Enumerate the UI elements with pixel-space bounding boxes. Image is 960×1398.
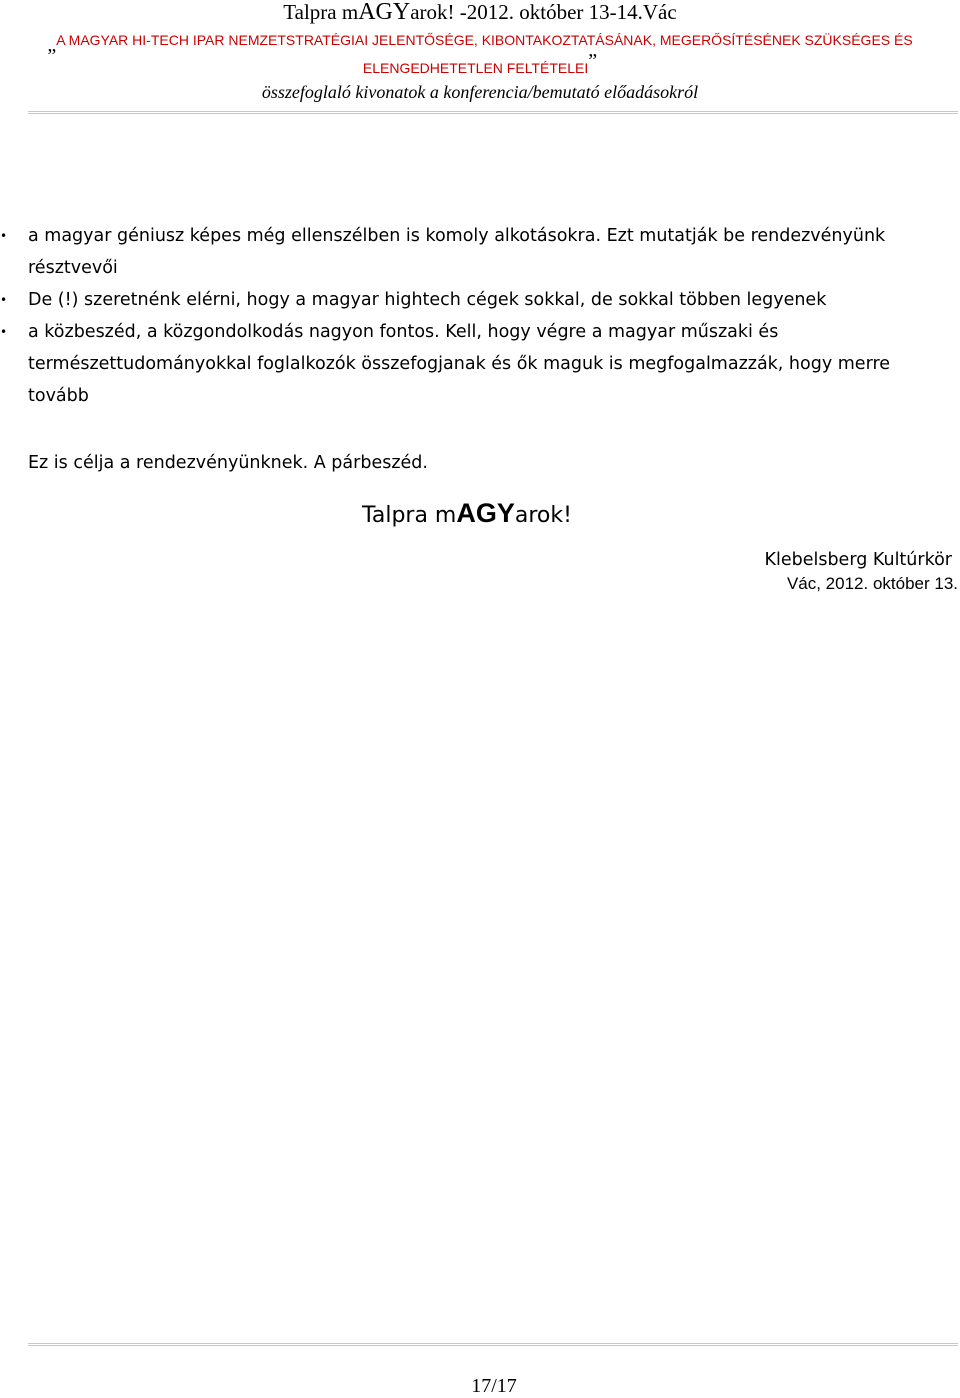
header-title-part2: arok! -2012. október 13-14.Vác [410,0,677,24]
header-caption: összefoglaló kivonatok a konferencia/bemutató előadásokról [261,82,699,102]
slogan-part2: arok! [514,503,572,528]
header-subtitle-text: A MAGYAR HI-TECH IPAR NEMZETSTRATÉGIAI JELENTŐSÉGE, KIBONTAKOZTATÁSÁNAK, MEGERŐSÍTÉSÉNEK SZÜKSÉGES ÉS ELENGEDHETETLEN FELTÉTELEI [56,32,913,76]
bullet-marker: • [0,229,8,243]
header-divider [28,111,958,114]
header-title-part1: Talpra m [283,0,359,24]
bullet-list [0,220,960,412]
slogan [0,498,960,531]
slogan-emphasis: AGY [456,498,515,528]
footer-divider [28,1343,958,1346]
bullet-marker: • [0,293,8,307]
quote-close-mark: ” [588,50,598,72]
page-header [0,0,960,104]
closing-statement: Ez is célja a rendezvényünknek. A párbeszéd. [28,453,428,473]
list-item-text: a magyar géniusz képes még ellenszélben is komoly alkotásokra. Ezt mutatják be rendezvényünk résztvevői [28,226,886,278]
list-item-text: a közbeszéd, a közgondolkodás nagyon fontos. Kell, hogy végre a magyar műszaki és természettudományokkal foglalkozók összefogjanak és ők maguk is megfogalmazzák, hogy merre tovább [28,322,891,406]
header-title-emphasis: AGY [358,0,411,25]
list-item [0,284,960,316]
page-number: 17/17 [471,1375,517,1397]
slogan-part1: Talpra m [362,503,457,528]
header-title [0,0,960,25]
signature-date: Vác, 2012. október 13. [786,574,958,593]
signature-organization: Klebelsberg Kultúrkör [764,550,952,570]
page-content [0,220,960,596]
list-item [0,316,960,412]
list-item [0,220,960,284]
header-subtitle [30,26,930,82]
list-item-text: De (!) szeretnénk elérni, hogy a magyar hightech cégek sokkal, de sokkal többen legyenek [28,290,827,310]
bullet-marker: • [0,325,8,339]
quote-open-mark: „ [47,34,57,56]
